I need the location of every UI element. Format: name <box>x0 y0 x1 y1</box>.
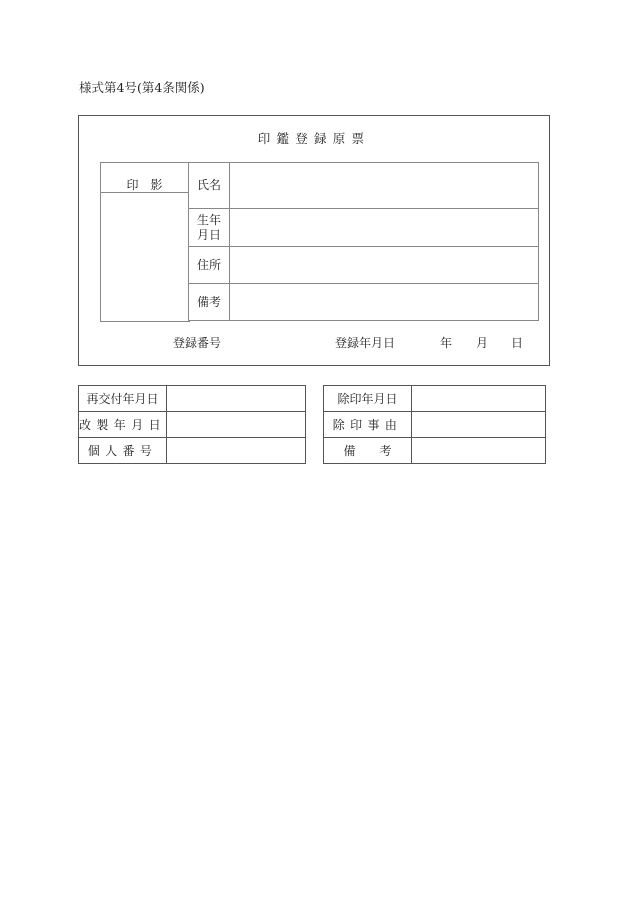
table-row <box>79 386 306 412</box>
info-column-divider <box>229 162 230 320</box>
day-label: 日 <box>511 336 524 350</box>
deletion-remarks-value <box>412 438 546 464</box>
revision-date-value <box>167 412 306 438</box>
info-grid <box>188 162 539 321</box>
deletion-date-label: 除印年月日 <box>324 386 412 412</box>
table-row <box>79 412 306 438</box>
personal-number-label: 個人番号 <box>79 438 167 464</box>
revision-date-label: 改製年月日 <box>79 412 167 438</box>
table-row <box>324 438 546 464</box>
month-label: 月 <box>476 336 489 350</box>
card-title: 印鑑登録原票 <box>257 131 371 146</box>
seal-label: 印 影 <box>126 178 163 192</box>
remarks-label: 備考 <box>196 295 221 309</box>
registration-number-label: 登録番号 <box>173 336 222 350</box>
seal-divider <box>100 192 189 193</box>
row-divider-1 <box>188 208 539 209</box>
deletion-reason-value <box>412 412 546 438</box>
birth-label-line2: 月日 <box>196 228 221 242</box>
row-divider-2 <box>188 246 539 247</box>
reissue-date-value <box>167 386 306 412</box>
table-row <box>324 386 546 412</box>
reissue-table <box>78 385 306 464</box>
registration-date-label: 登録年月日 <box>335 336 396 350</box>
table-row <box>324 412 546 438</box>
table-row <box>79 438 306 464</box>
reissue-date-label: 再交付年月日 <box>79 386 167 412</box>
row-divider-3 <box>188 283 539 284</box>
deletion-date-value <box>412 386 546 412</box>
deletion-table <box>323 385 546 464</box>
deletion-remarks-label: 備 考 <box>324 438 412 464</box>
name-label: 氏名 <box>196 178 221 192</box>
deletion-reason-label: 除印事由 <box>324 412 412 438</box>
personal-number-value <box>167 438 306 464</box>
form-number-label: 様式第4号(第4条関係) <box>79 80 205 95</box>
year-label: 年 <box>440 336 453 350</box>
address-label: 住所 <box>196 258 221 272</box>
birth-label-line1: 生年 <box>196 213 221 227</box>
